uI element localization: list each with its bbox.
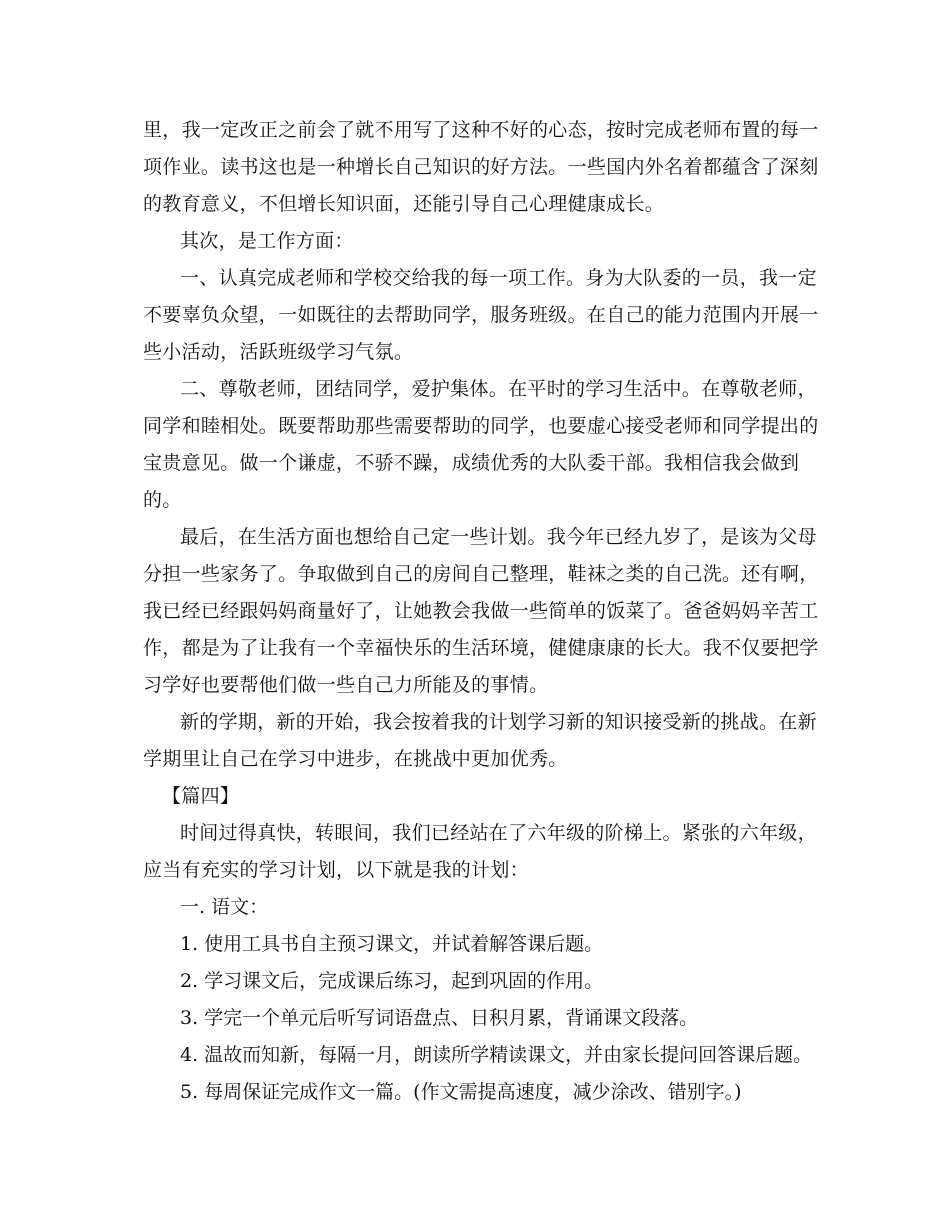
paragraph-line: 宝贵意见。做一个谦虚，不骄不躁，成绩优秀的大队委干部。我相信我会做到 — [143, 452, 800, 474]
paragraph-line: 些小活动，活跃班级学习气氛。 — [143, 341, 414, 363]
list-item: 1. 使用工具书自主预习课文，并试着解答课后题。 — [180, 933, 604, 955]
paragraph-line: 里，我一定改正之前会了就不用写了这种不好的心态，按时完成老师布置的每一 — [143, 119, 819, 141]
paragraph-line: 时间过得真快，转眼间，我们已经站在了六年级的阶梯上。紧张的六年级， — [180, 822, 817, 844]
list-item: 4. 温故而知新，每隔一月，朗读所学精读课文，并由家长提问回答课后题。 — [180, 1044, 813, 1066]
list-heading: 一. 语文： — [180, 896, 269, 918]
paragraph-line: 项作业。读书这也是一种增长自己知识的好方法。一些国内外名着都蕴含了深刻 — [143, 156, 819, 178]
paragraph-line: 一、认真完成老师和学校交给我的每一项工作。身为大队委的一员，我一定 — [180, 267, 817, 289]
paragraph-line: 二、尊敬老师，团结同学，爱护集体。在平时的学习生活中。在尊敬老师， — [180, 378, 817, 400]
paragraph-line: 的。 — [143, 489, 182, 511]
list-item: 3. 学完一个单元后听写词语盘点、日积月累，背诵课文段落。 — [180, 1007, 699, 1029]
paragraph-line: 同学和睦相处。既要帮助那些需要帮助的同学，也要虚心接受老师和同学提出的 — [143, 415, 819, 437]
paragraph-line: 作，都是为了让我有一个幸福快乐的生活环境，健健康康的长大。我不仅要把学 — [143, 637, 819, 659]
section-title: 【篇四】 — [162, 785, 240, 807]
section-heading: 其次，是工作方面： — [180, 230, 354, 252]
list-item: 2. 学习课文后，完成课后练习，起到巩固的作用。 — [180, 970, 604, 992]
paragraph-line: 分担一些家务了。争取做到自己的房间自己整理，鞋袜之类的自己洗。还有啊， — [143, 563, 819, 585]
paragraph-line: 的教育意义，不但增长知识面，还能引导自己心理健康成长。 — [143, 193, 665, 215]
paragraph-line: 应当有充实的学习计划，以下就是我的计划： — [143, 859, 530, 881]
paragraph-line: 我已经已经跟妈妈商量好了，让她教会我做一些简单的饭菜了。爸爸妈妈辛苦工 — [143, 600, 819, 622]
paragraph-line: 习学好也要帮他们做一些自己力所能及的事情。 — [143, 674, 549, 696]
paragraph-line: 新的学期，新的开始，我会按着我的计划学习新的知识接受新的挑战。在新 — [180, 711, 817, 733]
paragraph-line: 不要辜负众望，一如既往的去帮助同学，服务班级。在自己的能力范围内开展一 — [143, 304, 819, 326]
paragraph-line: 学期里让自己在学习中进步，在挑战中更加优秀。 — [143, 748, 568, 770]
paragraph-line: 最后，在生活方面也想给自己定一些计划。我今年已经九岁了，是该为父母 — [180, 526, 817, 548]
list-item: 5. 每周保证完成作文一篇。(作文需提高速度，减少涂改、错别字。) — [180, 1081, 742, 1103]
